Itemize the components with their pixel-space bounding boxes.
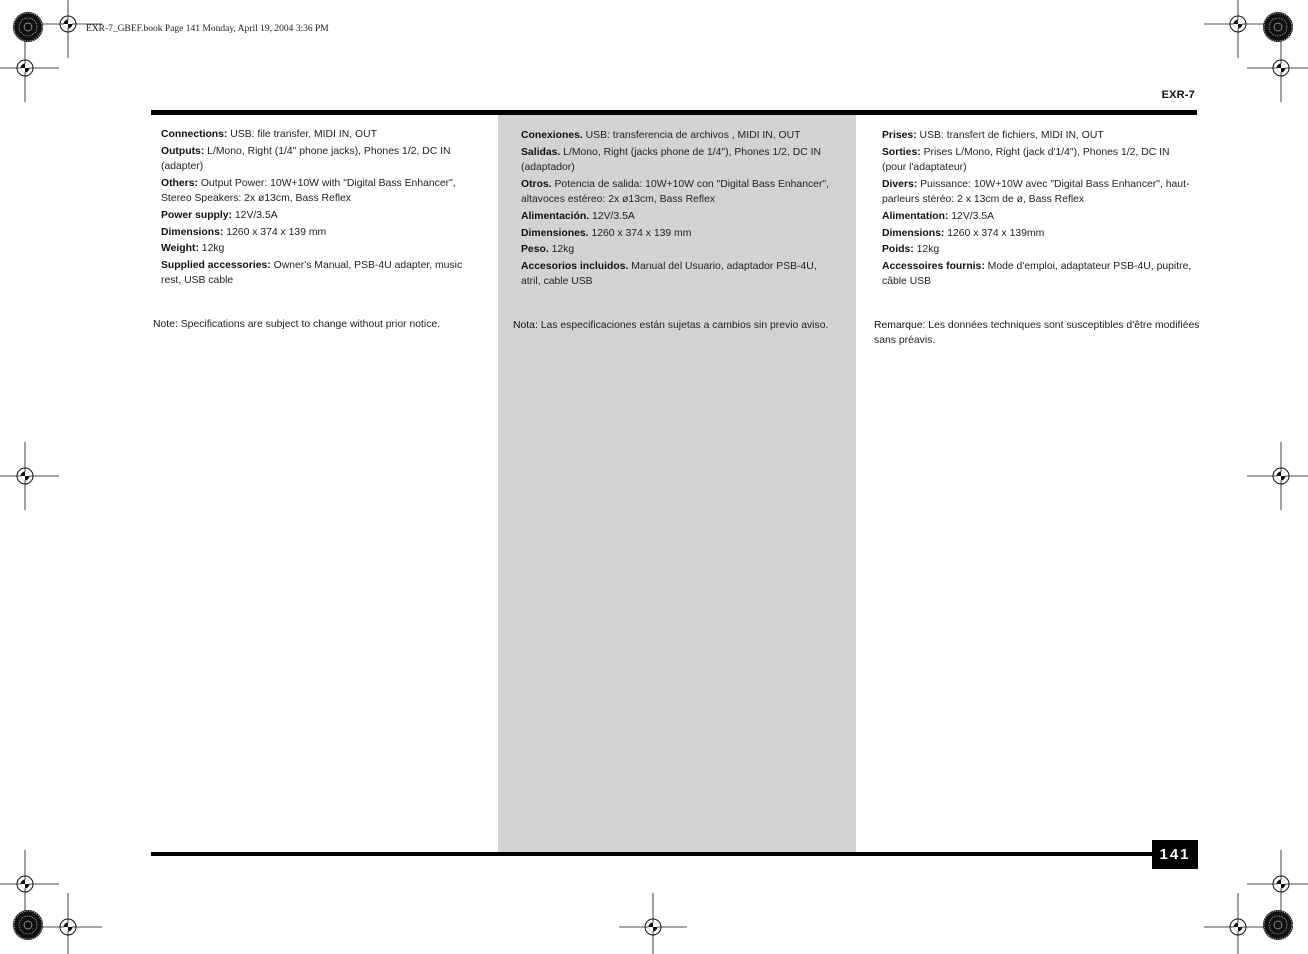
color-wheel-icon xyxy=(1263,910,1293,940)
note-label: Remarque: xyxy=(874,320,926,331)
spec-value: Potencia de salida: 10W+10W con "Digital Bass Enhancer", altavoces estéreo: 2x ø13cm, Bass Reflex xyxy=(521,178,830,206)
spec-value: Puissance: 10W+10W avec "Digital Bass Enhancer", haut-parleurs stéréo: 2 x 13cm de ø, Bass Reflex xyxy=(882,178,1190,206)
running-header: EXR-7 xyxy=(1161,89,1195,101)
spec-label: Salidas. xyxy=(521,146,561,158)
spec-label: Peso. xyxy=(521,244,549,256)
spec-label: Supplied accessories: xyxy=(161,259,271,271)
spec-label: Conexiones. xyxy=(521,130,583,141)
spec-value: 1260 x 374 x 139mm xyxy=(944,227,1045,239)
spec-label: Accesorios incluidos. xyxy=(521,260,629,272)
spec-label: Weight: xyxy=(161,243,199,255)
spec-value: 1260 x 374 x 139 mm xyxy=(223,226,327,238)
spec-value: Output Power: 10W+10W with "Digital Bass Enhancer", Stereo Speakers: 2x ø13cm, Bass Reflex xyxy=(161,177,456,205)
registration-mark-icon xyxy=(0,442,59,510)
spec-value: 1260 x 374 x 139 mm xyxy=(588,227,692,239)
note-text: Les données techniques sont susceptibles d'être modifiées sans préavis. xyxy=(874,320,1200,346)
spec-label: Alimentación. xyxy=(521,210,590,222)
print-slug: EXR-7_GBEF.book Page 141 Monday, April 19, 2004 3:36 PM xyxy=(86,24,329,34)
registration-mark-icon xyxy=(1204,893,1272,954)
note-label: Note: xyxy=(153,319,178,330)
registration-mark-icon xyxy=(34,0,102,58)
registration-mark-icon xyxy=(0,850,59,918)
spec-value: Owner's Manual, PSB-4U adapter, music rest, USB cable xyxy=(161,259,463,287)
spec-label: Accessoires fournis: xyxy=(882,260,985,272)
registration-mark-icon xyxy=(1247,34,1308,102)
spec-value: USB: transferencia de archivos , MIDI IN, OUT xyxy=(582,130,801,141)
spec-value: 12V/3.5A xyxy=(948,210,995,222)
registration-mark-icon xyxy=(1204,0,1272,58)
spec-label: Sorties: xyxy=(882,146,921,158)
registration-mark-icon xyxy=(0,34,59,102)
spec-value: L/Mono, Right (jacks phone de 1/4"), Phones 1/2, DC IN (adaptador) xyxy=(521,146,821,174)
registration-mark-icon xyxy=(619,893,687,954)
spec-label: Dimensions: xyxy=(882,227,945,239)
color-wheel-icon xyxy=(13,910,43,940)
registration-mark-icon xyxy=(34,893,102,954)
color-wheel-icon xyxy=(1263,12,1293,42)
spec-label: Dimensions: xyxy=(161,226,224,238)
spec-value: 12V/3.5A xyxy=(589,210,635,222)
spec-label: Dimensiones. xyxy=(521,227,589,239)
color-wheel-icon xyxy=(13,12,43,42)
note-label: Nota: xyxy=(513,320,538,331)
registration-mark-icon xyxy=(1247,442,1308,510)
spec-value: Prises L/Mono, Right (jack d'1/4"), Phones 1/2, DC IN (pour l'adaptateur) xyxy=(882,146,1170,174)
note-text: Las especificaciones están sujetas a cambios sin previo aviso. xyxy=(537,320,829,331)
note-text: Specifications are subject to change without prior notice. xyxy=(177,319,441,330)
spec-value: 12kg xyxy=(548,244,575,256)
spec-label: Connections: xyxy=(161,129,228,140)
spec-value: 12kg xyxy=(913,244,940,256)
spec-value: 12kg xyxy=(198,243,225,255)
spec-label: Prises: xyxy=(882,130,917,141)
spec-label: Outputs: xyxy=(161,145,205,157)
spec-label: Divers: xyxy=(882,178,918,190)
spec-value: L/Mono, Right (1/4" phone jacks), Phones 1/2, DC IN (adapter) xyxy=(161,145,451,173)
spec-label: Poids: xyxy=(882,244,914,256)
spec-value: Mode d'emploi, adaptateur PSB-4U, pupitre, câble USB xyxy=(882,260,1192,288)
spec-label: Others: xyxy=(161,177,198,189)
page-number: 141 xyxy=(1152,840,1198,869)
spec-value: USB: transfert de fichiers, MIDI IN, OUT xyxy=(916,130,1104,141)
registration-mark-icon xyxy=(1247,850,1308,918)
spec-label: Power supply: xyxy=(161,209,233,221)
spec-value: USB: file transfer, MIDI IN, OUT xyxy=(227,129,377,140)
spec-value: Manual del Usuario, adaptador PSB-4U, atril, cable USB xyxy=(521,260,817,288)
spec-label: Alimentation: xyxy=(882,210,949,222)
spec-value: 12V/3.5A xyxy=(232,209,278,221)
spec-label: Otros. xyxy=(521,178,552,190)
